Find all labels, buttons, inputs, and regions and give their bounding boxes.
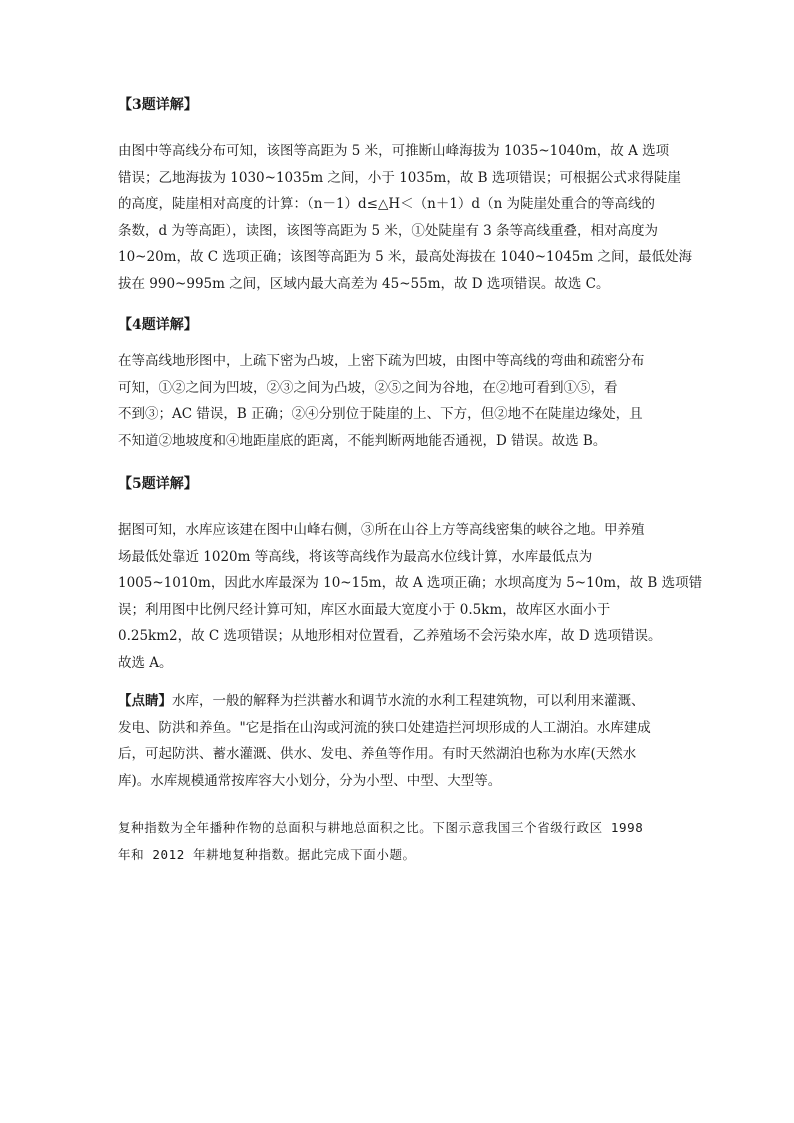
q4-explanation bbox=[118, 348, 678, 454]
tip-line: 发电、防洪和养鱼。"它是指在山沟或河流的狭口处建造拦河坝形成的人工湖泊。水库建成 bbox=[118, 719, 651, 736]
q3-explanation bbox=[118, 138, 692, 297]
question-stem-line: 复种指数为全年播种作物的总面积与耕地总面积之比。下图示意我国三个省级行政区 1998 bbox=[118, 820, 644, 835]
tip-first-line bbox=[118, 688, 678, 715]
tip-label: 【点睛】 bbox=[118, 693, 172, 709]
q3-line: 错误；乙地海拔为 1030~1035m 之间，小于 1035m，故 B 选项错误；可根据公式求得陡崖 bbox=[118, 169, 681, 186]
q4-line: 不到③；AC 错误，B 正确；②④分别位于陡崖的上、下方，但②地不在陡崖边缘处，且 bbox=[118, 406, 643, 422]
next-question-stem bbox=[118, 814, 678, 867]
q4-line: 在等高线地形图中，上疏下密为凸坡，上密下疏为凹坡，由图中等高线的弯曲和疏密分布 bbox=[118, 353, 645, 369]
q5-line: 0.25km2，故 C 选项错误；从地形相对位置看，乙养殖场不会污染水库，故 D 选项错误。 bbox=[118, 628, 662, 644]
q5-line: 1005~1010m，因此水库最深为 10~15m，故 A 选项正确；水坝高度为 5~10m，故 B 选项错 bbox=[118, 575, 703, 591]
q4-line: 可知，①②之间为凹坡，②③之间为凸坡，②⑤之间为谷地，在②地可看到①⑤，看 bbox=[118, 379, 618, 396]
tip-line: 库)。水库规模通常按库容大小划分，分为小型、中型、大型等。 bbox=[118, 772, 502, 789]
question-stem-line: 年和 2012 年耕地复种指数。据此完成下面小题。 bbox=[118, 846, 416, 862]
q3-line: 10~20m，故 C 选项正确；该图等高距为 5 米，最高处海拔在 1040~1045m 之间，最低处海 bbox=[118, 249, 692, 265]
q5-line: 场最低处靠近 1020m 等高线，将该等高线作为最高水位线计算，水库最低点为 bbox=[118, 548, 593, 565]
q4-line: 不知道②地坡度和④地距崖底的距离，不能判断两地能否通视，D 错误。故选 B。 bbox=[118, 432, 607, 449]
q5-line: 故选 A。 bbox=[118, 654, 173, 671]
tip-line: 后，可起防洪、蓄水灌溉、供水、发电、养鱼等作用。有时天然湖泊也称为水库(天然水 bbox=[118, 746, 637, 762]
q3-line: 由图中等高线分布可知，该图等高距为 5 米，可推断山峰海拔为 1035~1040m，故 A 选项 bbox=[118, 143, 670, 159]
tip-paragraph bbox=[118, 688, 678, 794]
q3-heading: 【3题详解】 bbox=[118, 97, 198, 113]
q5-explanation bbox=[118, 517, 703, 676]
q5-line: 误；利用图中比例尺经计算可知，库区水面最大宽度小于 0.5km，故库区水面小于 bbox=[118, 601, 611, 618]
q5-heading: 【5题详解】 bbox=[118, 476, 198, 492]
q3-line: 的高度，陡崖相对高度的计算：（n－1）d≤△H＜（n＋1）d（n 为陡崖处重合的等高线的 bbox=[118, 196, 656, 212]
q4-heading: 【4题详解】 bbox=[118, 317, 198, 333]
q3-line: 条数，d 为等高距），读图，该图等高距为 5 米，①处陡崖有 3 条等高线重叠，相对高度为 bbox=[118, 222, 659, 239]
q3-line: 拔在 990~995m 之间，区域内最大高差为 45~55m，故 D 选项错误。故选 C。 bbox=[118, 275, 610, 292]
q5-line: 据图可知，水库应该建在图中山峰右侧，③所在山谷上方等高线密集的峡谷之地。甲养殖 bbox=[118, 522, 645, 538]
tip-first-line-text: 水库，一般的解释为拦洪蓄水和调节水流的水利工程建筑物，可以利用来灌溉、 bbox=[172, 693, 645, 709]
